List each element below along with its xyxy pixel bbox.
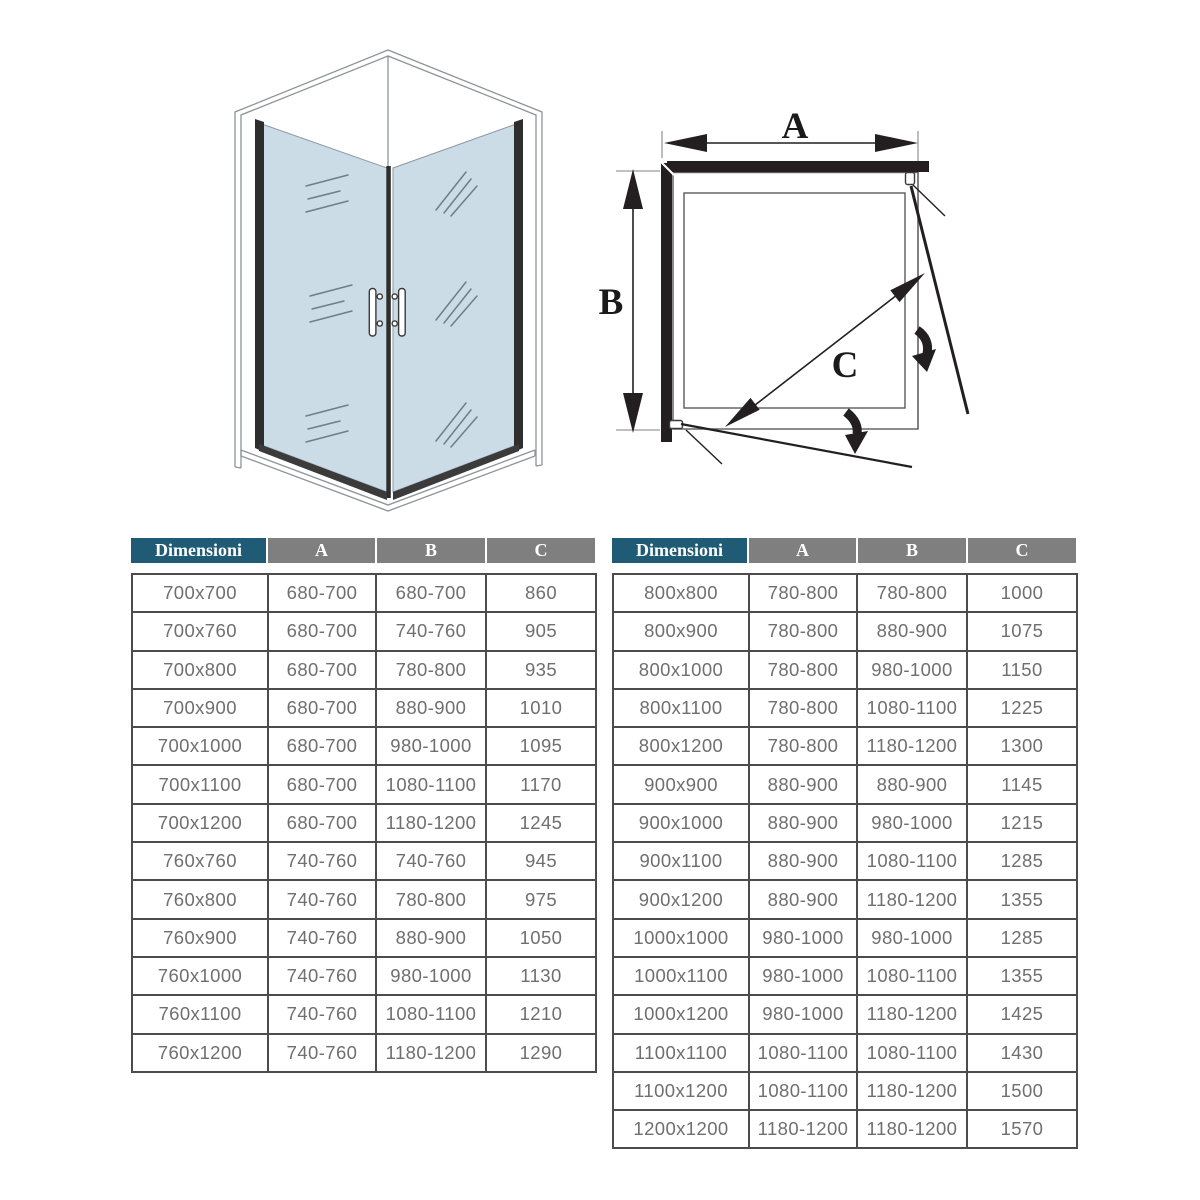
table-row [613,1110,1077,1148]
door-frame-left [255,119,264,452]
table-cell: 1180-1200 [857,995,967,1033]
table-cell: 1100x1100 [613,1034,749,1072]
table-body [612,573,1078,1149]
table-cell: 1290 [486,1034,596,1072]
table-cell: 980-1000 [857,651,967,689]
table-cell: 880-900 [376,689,486,727]
door-swing-line-right [911,185,968,414]
table-cell: 880-900 [376,919,486,957]
table-cell: 680-700 [268,574,376,612]
swing-arrow-bottom [845,412,868,454]
table-row [132,612,596,650]
table-cell: 680-700 [268,765,376,803]
table-cell: 800x1200 [613,727,749,765]
table-cell: 700x1200 [132,804,268,842]
table-cell: 980-1000 [376,727,486,765]
table-row [132,727,596,765]
dimension-label-a: A [781,106,809,147]
table-cell: 740-760 [268,880,376,918]
door-corner-post [386,166,391,498]
column-header-b: B [377,538,485,563]
table-row [613,995,1077,1033]
table-cell: 1080-1100 [376,995,486,1033]
table-cell: 1095 [486,727,596,765]
table-header-row [131,538,595,563]
table-cell: 760x900 [132,919,268,957]
table-row [613,919,1077,957]
table-cell: 900x1200 [613,880,749,918]
table-cell: 1285 [967,919,1077,957]
table-cell: 1000x1000 [613,919,749,957]
table-cell: 800x800 [613,574,749,612]
table-cell: 780-800 [857,574,967,612]
table-cell: 900x1100 [613,842,749,880]
table-cell: 1180-1200 [857,880,967,918]
table-header-row [612,538,1076,563]
table-cell: 800x1100 [613,689,749,727]
table-cell: 740-760 [268,957,376,995]
table-cell: 1145 [967,765,1077,803]
table-cell: 880-900 [749,842,857,880]
table-cell: 1570 [967,1110,1077,1148]
hinge-top-right [906,173,915,185]
dimension-arrow-b [623,169,643,433]
table-row [132,842,596,880]
table-cell: 800x900 [613,612,749,650]
table-cell: 1010 [486,689,596,727]
door-swing-line-bottom [681,424,912,467]
column-header-c: C [487,538,595,563]
table-row [613,689,1077,727]
table-row [613,804,1077,842]
door-frame-right [514,119,523,452]
table-row [613,842,1077,880]
table-cell: 1180-1200 [376,1034,486,1072]
table-cell: 740-760 [268,842,376,880]
hinge-bottom-left [670,421,683,429]
table-cell: 1080-1100 [857,689,967,727]
table-row [132,995,596,1033]
table-cell: 880-900 [857,612,967,650]
column-header-b: B [858,538,966,563]
table-row [613,765,1077,803]
table-cell: 1425 [967,995,1077,1033]
column-header-dimensioni: Dimensioni [612,538,747,563]
table-cell: 1050 [486,919,596,957]
dimension-table-left [131,538,595,1073]
table-cell: 1215 [967,804,1077,842]
table-cell: 1000x1200 [613,995,749,1033]
table-cell: 700x800 [132,651,268,689]
table-cell: 1180-1200 [857,1072,967,1110]
glass-door-left [259,123,387,492]
column-header-dimensioni: Dimensioni [131,538,266,563]
table-cell: 1100x1200 [613,1072,749,1110]
table-cell: 1245 [486,804,596,842]
table-row [132,804,596,842]
table-cell: 680-700 [268,804,376,842]
table-row [613,574,1077,612]
table-cell: 680-700 [268,612,376,650]
table-row [613,612,1077,650]
table-cell: 880-900 [749,765,857,803]
table-cell: 780-800 [749,727,857,765]
table-cell: 1000x1100 [613,957,749,995]
table-cell: 1355 [967,880,1077,918]
table-cell: 900x1000 [613,804,749,842]
table-cell: 1285 [967,842,1077,880]
table-cell: 880-900 [857,765,967,803]
table-cell: 760x1000 [132,957,268,995]
dimension-label-b: B [598,282,624,323]
table-cell: 1225 [967,689,1077,727]
table-cell: 980-1000 [749,919,857,957]
table-cell: 1180-1200 [857,727,967,765]
table-cell: 1130 [486,957,596,995]
table-cell: 1170 [486,765,596,803]
table-row [613,1072,1077,1110]
dimension-label-c: C [831,345,859,386]
table-cell: 780-800 [376,880,486,918]
table-row [132,1034,596,1072]
table-cell: 1300 [967,727,1077,765]
table-cell: 1180-1200 [376,804,486,842]
table-cell: 980-1000 [857,919,967,957]
table-cell: 780-800 [376,651,486,689]
enclosure-outline [673,173,918,430]
tray-outline [684,193,905,408]
table-cell: 700x1100 [132,765,268,803]
table-cell: 740-760 [268,995,376,1033]
table-cell: 980-1000 [376,957,486,995]
table-cell: 780-800 [749,612,857,650]
table-cell: 1080-1100 [749,1034,857,1072]
table-cell: 1080-1100 [857,957,967,995]
table-cell: 980-1000 [857,804,967,842]
table-cell: 780-800 [749,574,857,612]
table-row [132,574,596,612]
dimension-table-right [612,538,1076,1149]
table-cell: 1000 [967,574,1077,612]
table-cell: 905 [486,612,596,650]
table-row [613,957,1077,995]
table-cell: 1355 [967,957,1077,995]
dimension-arrow-c [725,273,925,427]
column-header-a: A [268,538,375,563]
table-row [132,957,596,995]
perspective-diagram [160,30,600,520]
table-cell: 760x1100 [132,995,268,1033]
table-cell: 1500 [967,1072,1077,1110]
table-cell: 740-760 [376,842,486,880]
table-cell: 1430 [967,1034,1077,1072]
table-cell: 1150 [967,651,1077,689]
table-cell: 980-1000 [749,995,857,1033]
table-row [613,880,1077,918]
table-cell: 975 [486,880,596,918]
table-cell: 860 [486,574,596,612]
table-cell: 680-700 [268,651,376,689]
table-cell: 680-700 [376,574,486,612]
table-cell: 740-760 [376,612,486,650]
table-cell: 700x900 [132,689,268,727]
table-cell: 740-760 [268,1034,376,1072]
table-row [613,1034,1077,1072]
table-cell: 1180-1200 [857,1110,967,1148]
table-cell: 880-900 [749,880,857,918]
table-cell: 1080-1100 [376,765,486,803]
table-cell: 740-760 [268,919,376,957]
table-cell: 760x760 [132,842,268,880]
table-cell: 680-700 [268,689,376,727]
table-row [132,765,596,803]
swing-arrow-right [912,330,936,372]
table-row [132,880,596,918]
table-row [132,689,596,727]
table-cell: 1080-1100 [857,1034,967,1072]
table-cell: 700x760 [132,612,268,650]
table-row [613,727,1077,765]
table-cell: 1080-1100 [857,842,967,880]
table-cell: 760x800 [132,880,268,918]
table-row [613,651,1077,689]
table-cell: 900x900 [613,765,749,803]
table-row [132,919,596,957]
table-row [132,651,596,689]
table-cell: 1180-1200 [749,1110,857,1148]
table-cell: 945 [486,842,596,880]
table-cell: 1210 [486,995,596,1033]
table-cell: 780-800 [749,651,857,689]
table-cell: 880-900 [749,804,857,842]
table-cell: 1080-1100 [749,1072,857,1110]
table-cell: 980-1000 [749,957,857,995]
table-cell: 700x700 [132,574,268,612]
table-cell: 1200x1200 [613,1110,749,1148]
column-header-c: C [968,538,1076,563]
table-cell: 700x1000 [132,727,268,765]
table-cell: 760x1200 [132,1034,268,1072]
table-body [131,573,597,1073]
table-cell: 780-800 [749,689,857,727]
table-cell: 935 [486,651,596,689]
table-cell: 1075 [967,612,1077,650]
column-header-a: A [749,538,856,563]
table-cell: 680-700 [268,727,376,765]
table-cell: 800x1000 [613,651,749,689]
top-view-diagram [585,85,1065,505]
